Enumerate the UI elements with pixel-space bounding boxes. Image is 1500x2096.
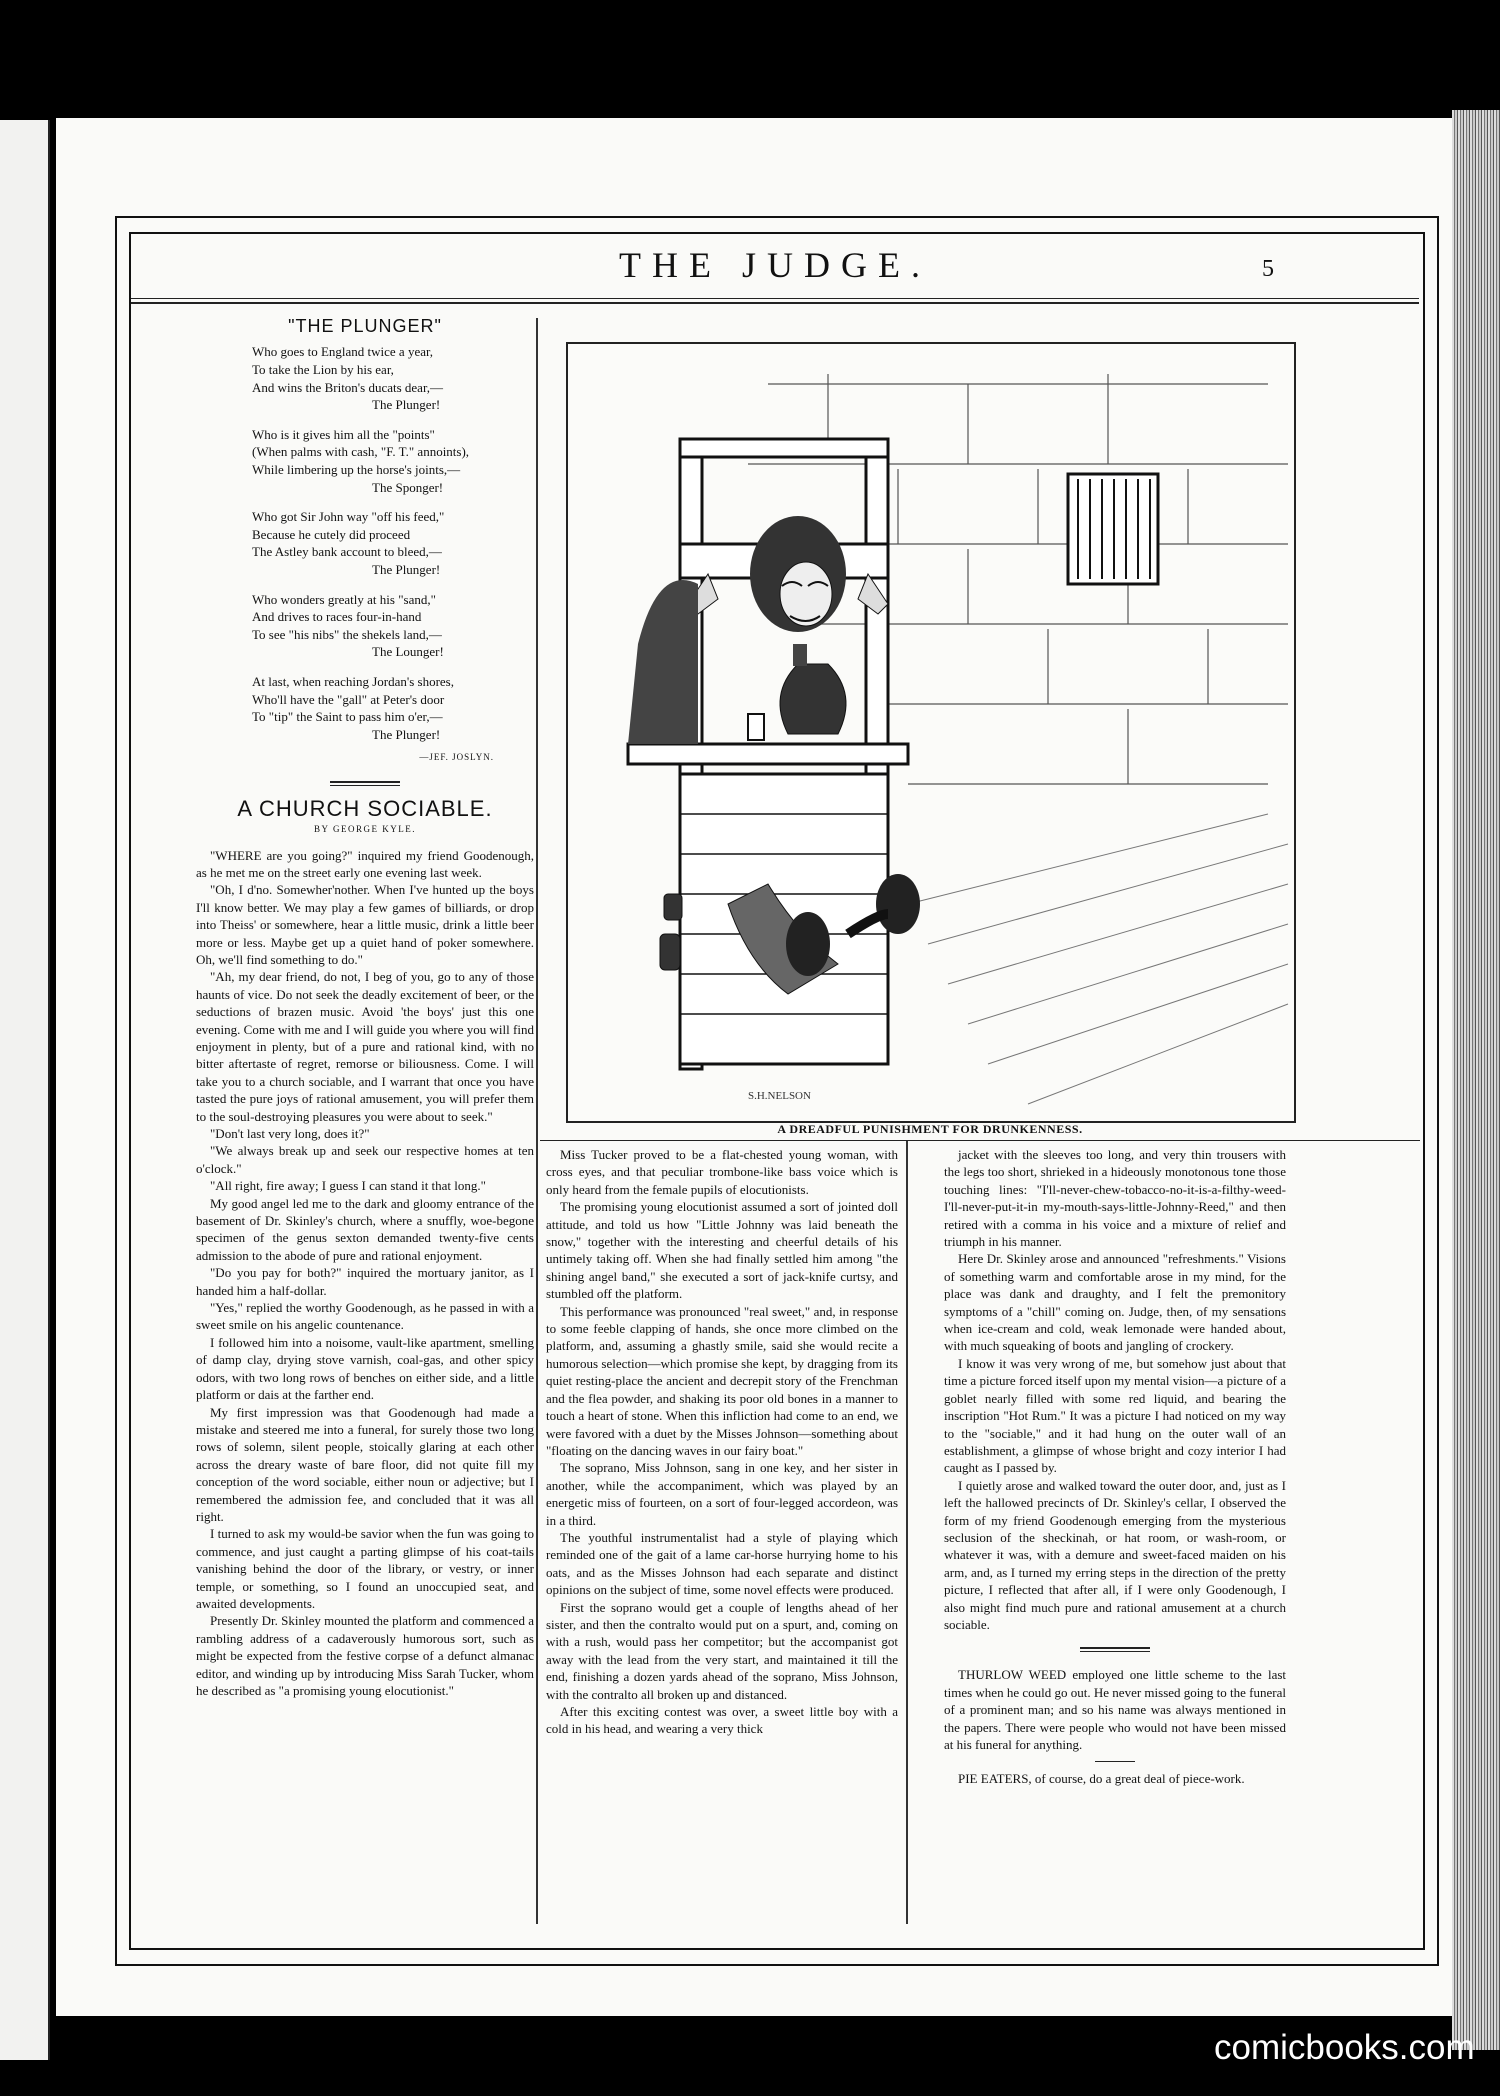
article-paragraph: jacket with the sleeves too long, and very thin trousers with the legs too short, shrieked in a hideously monotonous tone those touching lines: "I'll-never-chew-tobacco-no-it-is-a-filthy-weed-I'll-never-put-it-in my-mouth-says-little-Johnny-Reed," and then retired with a comma in his voice and a mixture of relief and triumph in his manner. [944,1147,1286,1250]
poem-line: Because he cutely did proceed [252,526,411,542]
article-paragraph: "All right, fire away; I guess I can stand it that long." [210,1178,486,1194]
column-divider-left [536,318,538,1924]
article-paragraph: "We always break up and seek our respective homes at ten o'clock." [196,1143,534,1176]
article-paragraph: I know it was very wrong of me, but somehow just about that time a picture forced itself upon my mental vision—a picture of a goblet nearly filled with some red liquid, and bearing the inscription "Hot Rum." It was a picture I had noticed on my way to the "sociable," and it had hung on the outer wall of an establishment, a glimpse of whose bright and cozy interior I had caught as I passed by. [944,1355,1286,1476]
article-paragraph: Miss Tucker proved to be a flat-chested young woman, with cross eyes, and that peculiar trombone-like bass voice which is only heard from the female pupils of elocutionists. [546,1147,898,1197]
poem-line: To "tip" the Saint to pass him o'er,— [252,709,443,725]
filler-pie [944,1770,1286,1787]
filler-ornament [1080,1647,1150,1652]
masthead-rule-2 [131,302,1419,304]
article-column-3 [944,1146,1286,1633]
stocks-drawing [568,344,1294,1121]
page-stack-edge [1452,110,1500,2050]
article-byline: BY GEORGE KYLE. [314,824,416,835]
page-number: 5 [1262,256,1274,282]
poem-refrain: The Sponger! [372,479,444,495]
right-column [944,1146,1286,1788]
poem-line: To see "his nibs" the shekels land,— [252,626,442,642]
poem-stanza [252,508,534,578]
article-column-1 [196,847,534,1700]
article-paragraph: Presently Dr. Skinley mounted the platform and commenced a rambling address of a cadaverously humorous sort, such as might be expected from the festive corpse of a defunct almanac editor, and winding up by introducing Miss Sarah Tucker, whom he described as "a promising young elocutionist." [196,1613,534,1698]
illustration-stocks [566,342,1296,1123]
poem-line: Who goes to England twice a year, [252,344,434,360]
filler-weed [944,1666,1286,1753]
article-paragraph: "Do you pay for both?" inquired the mortuary janitor, as I handed him a half-dollar. [196,1265,534,1298]
poem-refrain: The Plunger! [372,397,441,413]
article-paragraph: The promising young elocutionist assumed a sort of jointed doll attitude, and told us how "Little Johnny was laid beneath the snow," together with the interesting and cheerful details of his untimely taking off. When she had finally settled him among "the shining angel band," she executed a sort of jack-knife curtsy, and stumbled off the platform. [546,1199,898,1302]
article-paragraph: After this exciting contest was over, a sweet little boy with a cold in his head, and wearing a very thick [546,1704,898,1737]
poem-stanza [252,673,534,743]
poem-title: "THE PLUNGER" [288,316,442,336]
artist-signature: S.H.NELSON [748,1090,811,1102]
poem-line: Who'll have the "gall" at Peter's door [252,691,445,707]
article-paragraph: Here Dr. Skinley arose and announced "refreshments." Visions of something warm and comfortable arose in my mind, for the place was dank and draughty, and I felt the premonitory symptoms of a "chill" coming on. Judge, then, of my sensations when ice-cream and cold, weak lemonade were handed about, with much squeaking of boots and jangling of crockery. [944,1251,1286,1354]
poem-stanza [252,343,534,413]
poem-line: And wins the Briton's ducats dear,— [252,379,444,395]
poem-stanzas [196,343,534,743]
shelf-items [748,644,846,740]
poem-line: To take the Lion by his ear, [252,362,394,377]
filler-weed-text: employed one little scheme to the last times when he could go out. He never missed going to the funeral of a prominent man; and so his name was always mentioned in the papers. There were people who would not have been missed at his funeral for anything. [944,1667,1287,1752]
article-title: A CHURCH SOCIABLE. [237,795,493,821]
filler-pie-lead: PIE EATERS, [958,1771,1032,1787]
caption-rule [540,1140,1420,1141]
poem-line: And drives to races four-in-hand [252,609,422,625]
article-paragraph: My first impression was that Goodenough had made a mistake and steered me into a funeral, for surely those two long rows of solemn, silent people, stoically glaring at each other across the dreary waste of bare floor, did not quite fill my conception of the word sociable, either noun or adjective; but I remembered the admission fee, and concluded that it was all right. [196,1404,534,1524]
poem-refrain: The Lounger! [372,644,444,660]
section-ornament [330,781,400,786]
middle-column [546,1146,898,1738]
poem-line: At last, when reaching Jordan's shores, [252,673,454,689]
poem-line: Who wonders greatly at his "sand," [252,591,436,607]
filler-weed-lead: THURLOW WEED [958,1667,1067,1683]
article-paragraph: I followed him into a noisome, vault-like apartment, smelling of damp clay, drying stove varnish, coal-gas, and other spicy odors, with two long rows of benches on either side, and a little platform or dais at the farther end. [196,1334,534,1403]
poem-refrain: The Plunger! [372,726,441,742]
article-column-2 [546,1146,898,1738]
article-paragraph: "Oh, I d'no. Somewher'nother. When I've hunted up the boys I'll know better. We may play a few games of billiards, or drop into Theiss' or somewhere, hear a little music, drink a little beer more or less. Maybe get up a quiet hand of poker somewhere. Oh, we'll find something to do." [196,882,534,967]
poem-signature: —JEF. JOSLYN. [419,752,494,763]
article-paragraph: My good angel led me to the dark and gloomy entrance of the basement of Dr. Skinley's church, where a snuffly, woe-begone specimen of the genus sexton demanded twenty-five cents admission to the abode of pure and rational enjoyment. [196,1195,534,1263]
article-paragraph: The youthful instrumentalist had a style of playing which reminded one of the gait of a lame car-horse hurrying home to his oats, and as the Misses Johnson had each separate and distinct opinions on the subject of time, some novel effects were produced. [546,1529,898,1598]
left-column [196,318,534,1699]
article-paragraph: I quietly arose and walked toward the outer door, and, just as I left the hallowed precincts of Dr. Skinley's cellar, I observed the form of my friend Goodenough emerging from the mysterious seclusion of the sheckinah, or hat room, or wash-room, or whatever it was, with a demure and sweet-faced maiden on his arm, and, as I turned my erring steps in the direction of the pretty picture, I reflected that after all, if I were only Goodenough, I also might find much pure and rational amusement at a church sociable. [944,1477,1286,1632]
article-paragraph: "WHERE are you going?" inquired my friend Goodenough, as he met me on the street early one evening last week. [196,847,534,880]
poem-line: Who is it gives him all the "points" [252,426,435,442]
poem-refrain: The Plunger! [372,561,441,577]
masthead-title: THE JUDGE. [619,245,931,285]
filler-divider [1095,1761,1135,1762]
column-divider-right [906,1140,908,1924]
filler-pie-text: of course, do a great deal of piece-work. [1031,1771,1245,1787]
floor-shading [908,814,1288,1104]
article-paragraph: The soprano, Miss Johnson, sang in one key, and her sister in another, while the accompaniment, which was played by an energetic miss of fourteen, on a sort of four-legged accordeon, was in a third. [546,1460,898,1528]
previous-page-edge [0,120,50,2060]
article-paragraph: First the soprano would get a couple of lengths ahead of her sister, and then the contralto would put on a spurt, and, coming on with a rush, would pass her competitor; but the accompanist got away with the lead from the very start, and maintained it till the end, finishing a dozen yards ahead of the soprano, Miss Johnson, with the contralto all broken up and distanced. [546,1599,898,1702]
illustration-caption: A DREADFUL PUNISHMENT FOR DRUNKENNESS. [777,1122,1083,1136]
poem-line: While limbering up the horse's joints,— [252,461,461,477]
article-paragraph: "Ah, my dear friend, do not, I beg of you, go to any of those haunts of vice. Do not seek the deadly excitement of beer, or the seductions of brazen music. Avoid 'the boys' just this one evening. Come with me and I will guide you where you will find enjoyment in plenty, but of a pure and rational kind, with no bitter aftertaste of regret, remorse or biliousness. Come. I will take you to a church sociable, and I warrant that once you have tasted the pure joys of rational amusement, you will prefer them to the soul-destroying pleasures you were about to seek." [196,969,534,1124]
poem-line: Who got Sir John way "off his feed," [252,509,445,525]
poem-stanza [252,591,534,661]
poem-line: The Astley bank account to bleed,— [252,544,442,560]
poem-line: (When palms with cash, "F. T." annoints), [252,444,470,460]
poem-stanza [252,426,534,496]
masthead-rule [131,298,1419,299]
article-paragraph: "Yes," replied the worthy Goodenough, as he passed in with a sweet smile on his angelic countenance. [196,1300,534,1333]
site-watermark: comicbooks.com [1214,2028,1475,2067]
window-grate [1068,474,1158,584]
article-paragraph: "Don't last very long, does it?" [210,1126,370,1141]
article-paragraph: This performance was pronounced "real sweet," and, in response to some feeble clapping of hands, she once more climbed on the platform, and, assuming a ghastly smile, said she would recite a humorous selection—which promise she kept, by dragging from its quiet resting-place the ancient and decrepit story of the Frenchman and the flea powder, and shaking its poor old bones in a manner to touch a heart of stone. When this infliction had come to an end, we were favored with a duet by the Misses Johnson—something about "floating on the dancing waves in our fairy boat." [546,1303,898,1458]
article-paragraph: I turned to ask my would-be savior when the fun was going to commence, and just caught a parting glimpse of his coat-tails vanishing behind the door of the library, or vestry, or inner temple, or something, so I found an unoccupied seat, and awaited developments. [196,1526,534,1611]
